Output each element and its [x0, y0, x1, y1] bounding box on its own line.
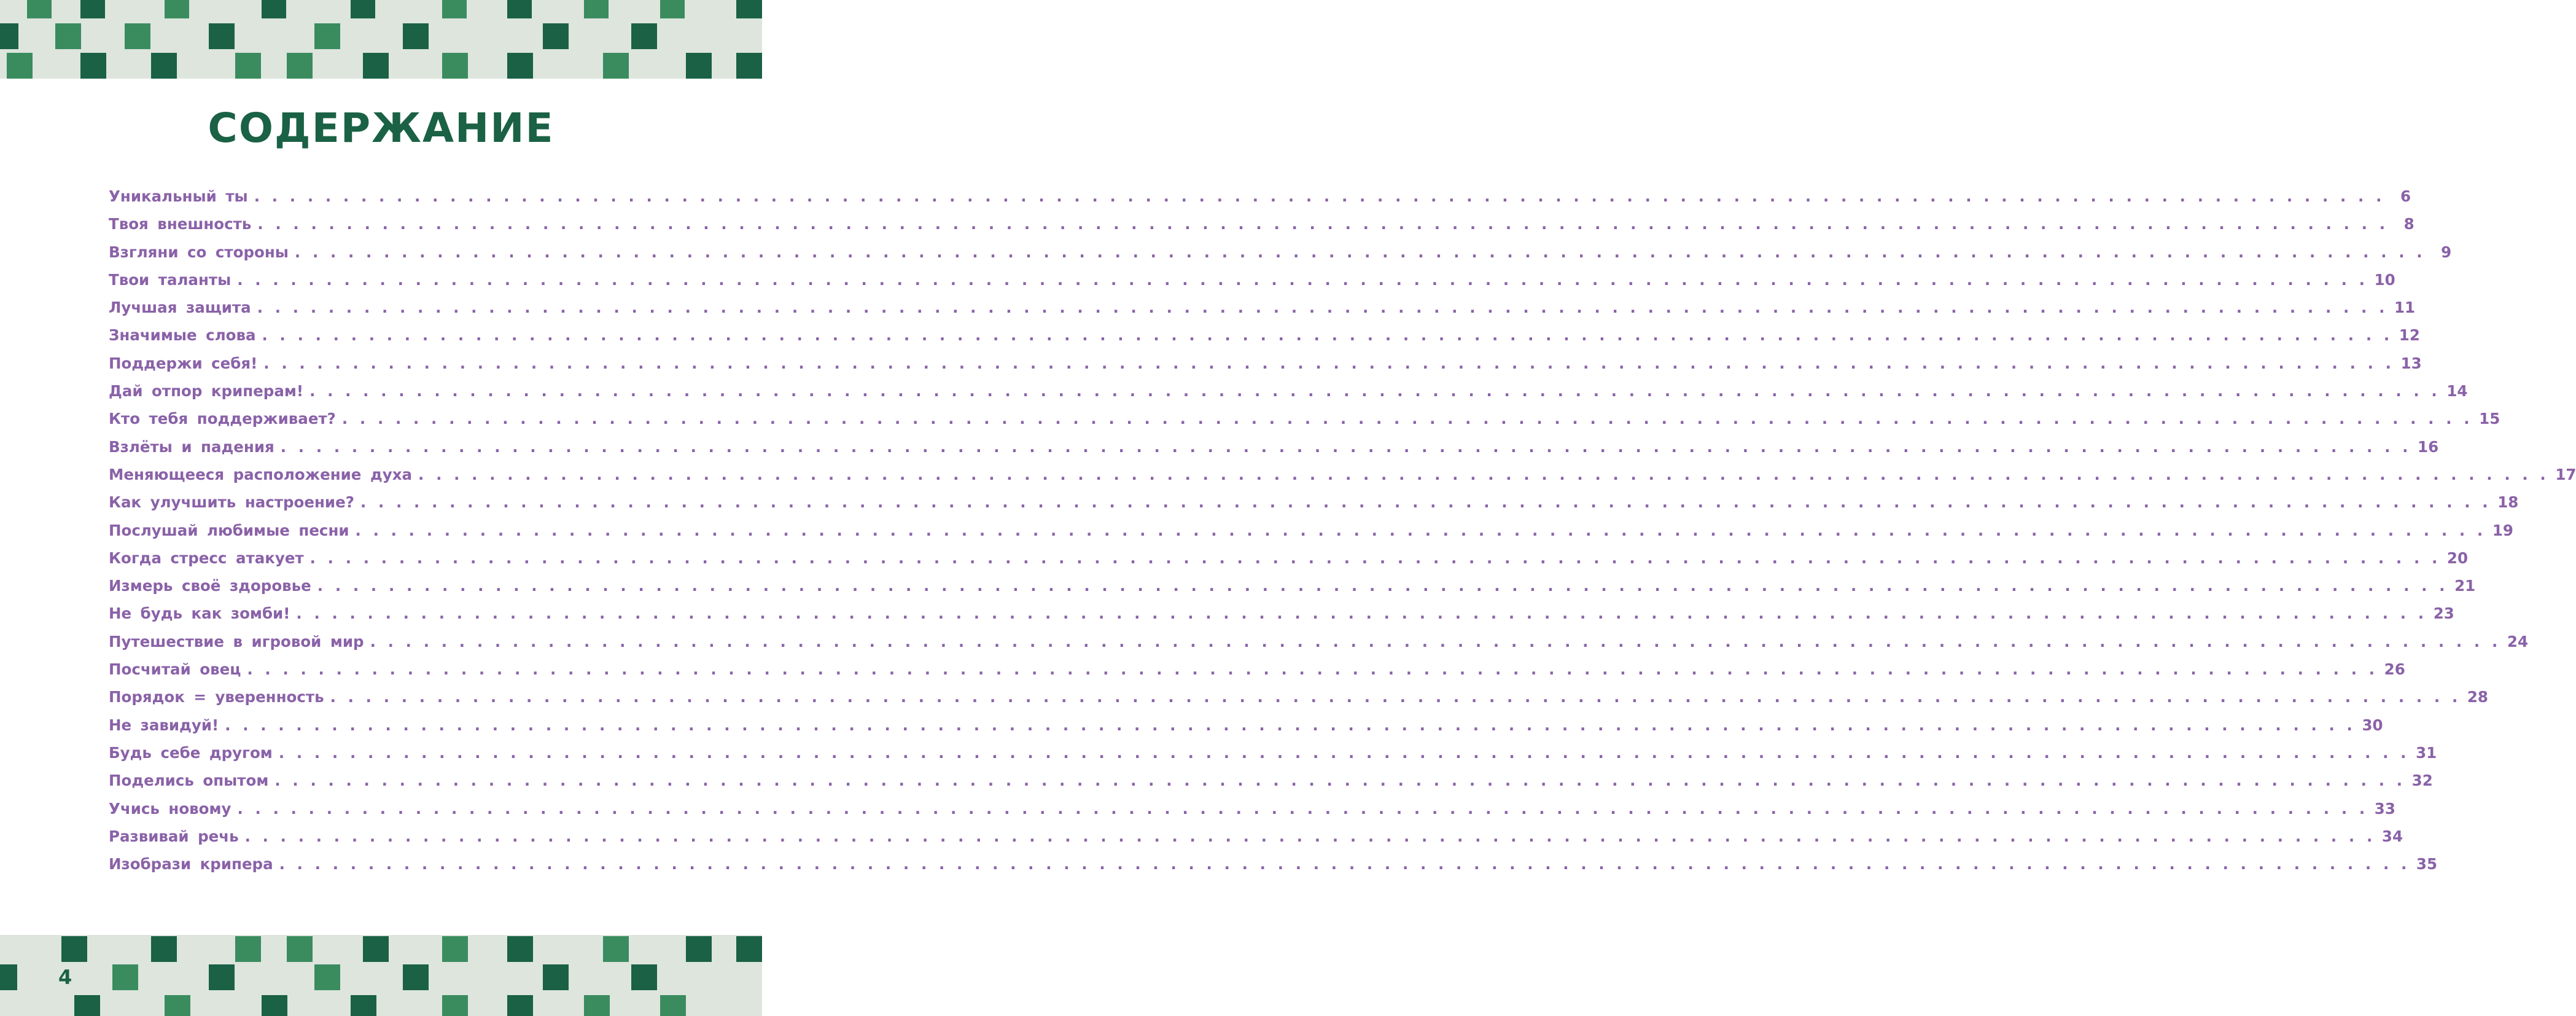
pixel-square: [235, 936, 261, 962]
toc-entry-title: Взлёты и падения: [109, 437, 274, 456]
pixel-square: [0, 964, 17, 990]
pixel-square: [507, 53, 533, 79]
pixel-square: [165, 0, 189, 18]
pixel-square: [686, 53, 712, 79]
toc-leader-dots: . . . . . . . . . . . . . . . . . . . . . . . . . . . . . . . . . . . . . . . . . . . . . . . . . . . . . . . . . . . . . . . . . . . . . . . . . . . . . . . . . . . . . . . . . . . . . . . . . . . . . . . . . . . . . . . . . . . . . . . .: [247, 660, 2378, 679]
toc-entry-title: Изобрази крипера: [109, 855, 273, 873]
toc-leader-dots: . . . . . . . . . . . . . . . . . . . . . . . . . . . . . . . . . . . . . . . . . . . . . . . . . . . . . . . . . . . . . . . . . . . . . . . . . . . . . . . . . . . . . . . . . . . . . . . . . . . . . . . . . . . . . . . . . . . . . . . .: [225, 716, 2356, 734]
toc-entry: [109, 604, 2454, 632]
toc-entry-title: Твоя внешность: [109, 215, 252, 233]
toc-leader-dots: . . . . . . . . . . . . . . . . . . . . . . . . . . . . . . . . . . . . . . . . . . . . . . . . . . . . . . . . . . . . . . . . . . . . . . . . . . . . . . . . . . . . . . . . . . . . . . . . . . . . . . . . . . . . . . . . . . . . . . . .: [309, 549, 2441, 567]
toc-entry: [109, 716, 2383, 744]
toc-entry-page: 35: [2416, 855, 2438, 873]
pixel-square: [442, 0, 467, 18]
pixel-square: [507, 0, 532, 18]
toc-entry: [109, 577, 2476, 604]
toc-leader-dots: . . . . . . . . . . . . . . . . . . . . . . . . . . . . . . . . . . . . . . . . . . . . . . . . . . . . . . . . . . . . . . . . . . . . . . . . . . . . . . . . . . . . . . . . . . . . . . . . . . . . . . . . . . . . . . . . . . . . . . . .: [263, 354, 2395, 372]
toc-entry: [109, 270, 2395, 299]
toc-entry: [109, 632, 2528, 660]
toc-entry-title: Дай отпор криперам!: [109, 382, 304, 401]
toc-entry-title: Будь себе другом: [109, 743, 273, 762]
toc-leader-dots: . . . . . . . . . . . . . . . . . . . . . . . . . . . . . . . . . . . . . . . . . . . . . . . . . . . . . . . . . . . . . . . . . . . . . . . . . . . . . . . . . . . . . . . . . . . . . . . . . . . . . . . . . . . . . . . . . . . . . . . .: [244, 827, 2376, 845]
pixel-square: [442, 936, 468, 962]
toc-entry-title: Посчитай овец: [109, 660, 241, 679]
toc-leader-dots: . . . . . . . . . . . . . . . . . . . . . . . . . . . . . . . . . . . . . . . . . . . . . . . . . . . . . . . . . . . . . . . . . . . . . . . . . . . . . . . . . . . . . . . . . . . . . . . . . . . . . . . . . . . . . . . . . . . . . . . .: [418, 465, 2550, 483]
toc-entry-title: Твои таланты: [109, 270, 232, 289]
toc-leader-dots: . . . . . . . . . . . . . . . . . . . . . . . . . . . . . . . . . . . . . . . . . . . . . . . . . . . . . . . . . . . . . . . . . . . . . . . . . . . . . . . . . . . . . . . . . . . . . . . . . . . . . . . . . . . . . . . . . . . . . . . .: [294, 243, 2426, 261]
toc-entry: [109, 382, 2468, 410]
pixel-square: [262, 995, 287, 1016]
pixel-square: [603, 53, 629, 79]
toc-leader-dots: . . . . . . . . . . . . . . . . . . . . . . . . . . . . . . . . . . . . . . . . . . . . . . . . . . . . . . . . . . . . . . . . . . . . . . . . . . . . . . . . . . . . . . . . . . . . . . . . . . . . . . . . . . . . . . . . . . . . . . . .: [330, 688, 2461, 706]
toc-entry-title: Лучшая защита: [109, 299, 251, 317]
toc-entry: [109, 549, 2469, 577]
toc-leader-dots: . . . . . . . . . . . . . . . . . . . . . . . . . . . . . . . . . . . . . . . . . . . . . . . . . . . . . . . . . . . . . . . . . . . . . . . . . . . . . . . . . . . . . . . . . . . . . . . . . . . . . . . . . . . . . . . . . . . . . . . .: [257, 215, 2389, 233]
pixel-square: [112, 964, 138, 990]
toc-entry-page: 26: [2384, 660, 2405, 679]
pixel-square: [736, 0, 762, 18]
pixel-square: [603, 936, 629, 962]
pixel-square: [736, 53, 762, 79]
toc-entry: [109, 772, 2433, 799]
toc-entry-page: 11: [2394, 299, 2416, 317]
pixel-square: [584, 0, 609, 18]
toc-entry-page: 9: [2441, 243, 2452, 261]
toc-entry: [109, 410, 2500, 437]
toc-entry: [109, 354, 2422, 382]
top-pixel-pattern: [0, 0, 762, 79]
toc-entry-title: Кто тебя поддерживает?: [109, 410, 336, 428]
toc-leader-dots: . . . . . . . . . . . . . . . . . . . . . . . . . . . . . . . . . . . . . . . . . . . . . . . . . . . . . . . . . . . . . . . . . . . . . . . . . . . . . . . . . . . . . . . . . . . . . . . . . . . . . . . . . . . . . . . . . . . . . . . .: [280, 437, 2412, 456]
toc-entry-page: 14: [2446, 382, 2468, 401]
pixel-square: [442, 53, 468, 79]
toc-entry-page: 28: [2467, 688, 2488, 706]
toc-entry: [109, 688, 2488, 716]
toc-leader-dots: . . . . . . . . . . . . . . . . . . . . . . . . . . . . . . . . . . . . . . . . . . . . . . . . . . . . . . . . . . . . . . . . . . . . . . . . . . . . . . . . . . . . . . . . . . . . . . . . . . . . . . . . . . . . . . . . . . . . . . . .: [254, 187, 2385, 205]
toc-entry-page: 15: [2479, 410, 2500, 428]
toc-entry: [109, 465, 2576, 493]
toc-leader-dots: . . . . . . . . . . . . . . . . . . . . . . . . . . . . . . . . . . . . . . . . . . . . . . . . . . . . . . . . . . . . . . . . . . . . . . . . . . . . . . . . . . . . . . . . . . . . . . . . . . . . . . . . . . . . . . . . . . . . . . . .: [237, 270, 2368, 289]
toc-entry-title: Значимые слова: [109, 326, 256, 345]
pixel-square: [151, 936, 177, 962]
page-title: СОДЕРЖАНИЕ: [208, 104, 555, 152]
toc-entry: [109, 187, 2411, 215]
toc-entry: [109, 521, 2513, 549]
toc-leader-dots: . . . . . . . . . . . . . . . . . . . . . . . . . . . . . . . . . . . . . . . . . . . . . . . . . . . . . . . . . . . . . . . . . . . . . . . . . . . . . . . . . . . . . . . . . . . . . . . . . . . . . . . . . . . . . . . . . . . . . . . .: [279, 855, 2410, 873]
pixel-square: [631, 23, 657, 49]
pixel-square: [80, 0, 105, 18]
toc-entry-page: 32: [2411, 772, 2433, 790]
toc-entry: [109, 215, 2415, 243]
toc-leader-dots: . . . . . . . . . . . . . . . . . . . . . . . . . . . . . . . . . . . . . . . . . . . . . . . . . . . . . . . . . . . . . . . . . . . . . . . . . . . . . . . . . . . . . . . . . . . . . . . . . . . . . . . . . . . . . . . . . . . . . . . .: [309, 382, 2441, 401]
toc-entry-page: 16: [2418, 437, 2439, 456]
pixel-square: [543, 23, 569, 49]
toc-entry: [109, 493, 2519, 521]
pixel-square: [660, 0, 685, 18]
toc-leader-dots: . . . . . . . . . . . . . . . . . . . . . . . . . . . . . . . . . . . . . . . . . . . . . . . . . . . . . . . . . . . . . . . . . . . . . . . . . . . . . . . . . . . . . . . . . . . . . . . . . . . . . . . . . . . . . . . . . . . . . . . .: [262, 326, 2393, 345]
toc-entry-page: 33: [2374, 799, 2395, 818]
toc-entry-title: Поделись опытом: [109, 772, 269, 790]
toc-entry-page: 8: [2403, 215, 2415, 233]
pixel-square: [403, 964, 429, 990]
toc-entry-page: 17: [2555, 465, 2576, 483]
toc-entry-page: 12: [2399, 326, 2420, 345]
pixel-square: [314, 23, 340, 49]
toc-entry: [109, 799, 2395, 827]
pixel-square: [736, 936, 762, 962]
table-of-contents: [109, 187, 2576, 883]
toc-entry-title: Измерь своё здоровье: [109, 577, 311, 595]
pixel-square: [351, 0, 375, 18]
pixel-square: [351, 995, 376, 1016]
pixel-square: [403, 23, 429, 49]
pixel-square: [660, 995, 686, 1016]
toc-entry-page: 24: [2507, 632, 2528, 651]
toc-entry-title: Не будь как зомби!: [109, 604, 290, 623]
toc-entry-title: Уникальный ты: [109, 187, 248, 205]
toc-entry-title: Взгляни со стороны: [109, 243, 289, 261]
toc-entry-title: Как улучшить настроение?: [109, 493, 354, 512]
toc-entry-title: Когда стресс атакует: [109, 549, 304, 567]
toc-entry-page: 20: [2446, 549, 2469, 567]
pixel-square: [584, 995, 610, 1016]
toc-entry-page: 23: [2433, 604, 2454, 623]
toc-leader-dots: . . . . . . . . . . . . . . . . . . . . . . . . . . . . . . . . . . . . . . . . . . . . . . . . . . . . . . . . . . . . . . . . . . . . . . . . . . . . . . . . . . . . . . . . . . . . . . . . . . . . . . . . . . . . . . . . . . . . . . . .: [257, 299, 2388, 317]
toc-leader-dots: . . . . . . . . . . . . . . . . . . . . . . . . . . . . . . . . . . . . . . . . . . . . . . . . . . . . . . . . . . . . . . . . . . . . . . . . . . . . . . . . . . . . . . . . . . . . . . . . . . . . . . . . . . . . . . . . . . . . . . . .: [341, 410, 2473, 428]
toc-leader-dots: . . . . . . . . . . . . . . . . . . . . . . . . . . . . . . . . . . . . . . . . . . . . . . . . . . . . . . . . . . . . . . . . . . . . . . . . . . . . . . . . . . . . . . . . . . . . . . . . . . . . . . . . . . . . . . . . . . . . . . . .: [278, 743, 2410, 762]
pixel-square: [287, 53, 313, 79]
toc-entry-page: 18: [2497, 493, 2519, 512]
pixel-square: [61, 936, 87, 962]
pixel-square: [55, 23, 81, 49]
pixel-square: [631, 964, 657, 990]
pixel-square: [151, 53, 177, 79]
pixel-square: [262, 0, 286, 18]
pixel-square: [209, 23, 235, 49]
toc-leader-dots: . . . . . . . . . . . . . . . . . . . . . . . . . . . . . . . . . . . . . . . . . . . . . . . . . . . . . . . . . . . . . . . . . . . . . . . . . . . . . . . . . . . . . . . . . . . . . . . . . . . . . . . . . . . . . . . . . . . . . . . .: [370, 632, 2501, 651]
pixel-square: [74, 995, 100, 1016]
pixel-square: [165, 995, 190, 1016]
toc-entry-page: 10: [2374, 270, 2395, 289]
pixel-square: [686, 936, 712, 962]
toc-entry-title: Меняющееся расположение духа: [109, 465, 413, 483]
toc-leader-dots: . . . . . . . . . . . . . . . . . . . . . . . . . . . . . . . . . . . . . . . . . . . . . . . . . . . . . . . . . . . . . . . . . . . . . . . . . . . . . . . . . . . . . . . . . . . . . . . . . . . . . . . . . . . . . . . . . . . . . . . .: [237, 799, 2368, 818]
pixel-square: [507, 936, 533, 962]
toc-entry-title: Путешествие в игровой мир: [109, 632, 364, 651]
pixel-square: [27, 0, 52, 18]
toc-entry: [109, 243, 2452, 271]
page-number: 4: [58, 966, 72, 989]
toc-entry-title: Учись новому: [109, 799, 232, 818]
pixel-square: [80, 53, 106, 79]
pixel-square: [287, 936, 313, 962]
toc-entry-page: 6: [2400, 187, 2411, 205]
toc-entry-title: Развивай речь: [109, 827, 239, 845]
toc-entry-title: Не завидуй!: [109, 716, 219, 734]
pixel-square: [442, 995, 468, 1016]
pixel-square: [235, 53, 261, 79]
toc-leader-dots: . . . . . . . . . . . . . . . . . . . . . . . . . . . . . . . . . . . . . . . . . . . . . . . . . . . . . . . . . . . . . . . . . . . . . . . . . . . . . . . . . . . . . . . . . . . . . . . . . . . . . . . . . . . . . . . . . . . . . . . .: [360, 493, 2492, 512]
toc-entry-title: Послушай любимые песни: [109, 521, 349, 539]
toc-leader-dots: . . . . . . . . . . . . . . . . . . . . . . . . . . . . . . . . . . . . . . . . . . . . . . . . . . . . . . . . . . . . . . . . . . . . . . . . . . . . . . . . . . . . . . . . . . . . . . . . . . . . . . . . . . . . . . . . . . . . . . . .: [355, 521, 2486, 539]
toc-entry: [109, 437, 2439, 466]
bottom-pixel-border: [0, 935, 762, 1016]
toc-entry-title: Порядок = уверенность: [109, 688, 324, 706]
toc-entry-title: Поддержи себя!: [109, 354, 258, 372]
toc-entry-page: 34: [2381, 827, 2403, 845]
toc-leader-dots: . . . . . . . . . . . . . . . . . . . . . . . . . . . . . . . . . . . . . . . . . . . . . . . . . . . . . . . . . . . . . . . . . . . . . . . . . . . . . . . . . . . . . . . . . . . . . . . . . . . . . . . . . . . . . . . . . . . . . . . .: [296, 604, 2427, 623]
pixel-square: [543, 964, 569, 990]
toc-entry: [109, 326, 2420, 354]
bottom-pixel-pattern: [0, 935, 762, 1016]
toc-entry-page: 30: [2362, 716, 2383, 734]
toc-leader-dots: . . . . . . . . . . . . . . . . . . . . . . . . . . . . . . . . . . . . . . . . . . . . . . . . . . . . . . . . . . . . . . . . . . . . . . . . . . . . . . . . . . . . . . . . . . . . . . . . . . . . . . . . . . . . . . . . . . . . . . . .: [317, 577, 2449, 595]
top-pixel-border: [0, 0, 762, 79]
pixel-square: [125, 23, 150, 49]
pixel-square: [314, 964, 340, 990]
pixel-square: [507, 995, 533, 1016]
pixel-square: [363, 53, 389, 79]
toc-entry: [109, 827, 2403, 855]
toc-entry-page: 13: [2400, 354, 2422, 372]
toc-entry-page: 31: [2416, 743, 2437, 762]
toc-entry-page: 21: [2454, 577, 2476, 595]
pixel-square: [209, 964, 235, 990]
pixel-square: [7, 53, 33, 79]
toc-entry: [109, 855, 2438, 883]
pixel-square: [0, 23, 18, 49]
toc-entry: [109, 743, 2437, 772]
toc-leader-dots: . . . . . . . . . . . . . . . . . . . . . . . . . . . . . . . . . . . . . . . . . . . . . . . . . . . . . . . . . . . . . . . . . . . . . . . . . . . . . . . . . . . . . . . . . . . . . . . . . . . . . . . . . . . . . . . . . . . . . . . .: [274, 772, 2406, 790]
pixel-square: [363, 936, 389, 962]
toc-entry: [109, 299, 2416, 326]
toc-entry: [109, 660, 2405, 688]
toc-entry-page: 19: [2492, 521, 2513, 539]
